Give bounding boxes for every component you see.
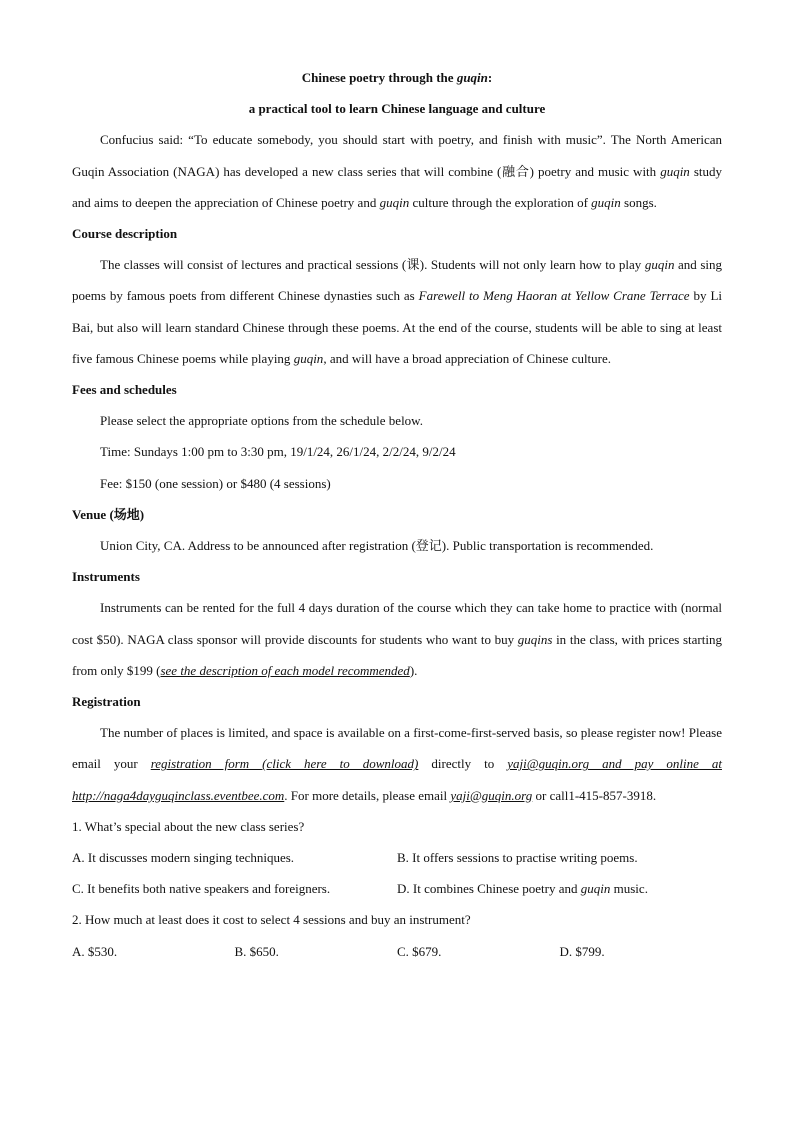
q1-option-c: C. It benefits both native speakers and foreigners. (72, 881, 331, 897)
question-1-options-row-1 (72, 842, 722, 873)
q2-option-c: C. $679. (397, 943, 442, 959)
q1-option-d: D. It combines Chinese poetry and guqin music. (397, 881, 648, 897)
q1-option-b: B. It offers sessions to practise writing poems. (397, 850, 638, 866)
instruments-paragraph: Instruments can be rented for the full 4 days duration of the course which they can take home to practice with (normal cost $50). NAGA class sponsor will provide discounts for students who want to buy guqins in the class, with prices starting from only $199 (see the description of each model recommended). (72, 600, 722, 678)
fees-time-line: Time: Sundays 1:00 pm to 3:30 pm, 19/1/24, 26/1/24, 2/2/24, 9/2/24 (100, 444, 456, 460)
title-line-1: Chinese poetry through the guqin: (301, 70, 493, 85)
q1-option-a: A. It discusses modern singing techniques. (72, 850, 295, 866)
model-description-link[interactable]: see the description of each model recommended (160, 662, 410, 678)
registration-paragraph: The number of places is limited, and space is available on a first-come-first-served basis, so please register now! Please email your registration form (click here to download) directly to yaji@guqin.org and pay online at http://naga4dayguqinclass.eventbee.com. For more details, please email yaji@guqin.org or call1-415-857-3918. (72, 725, 722, 803)
intro-paragraph: Confucius said: “To educate somebody, you should start with poetry, and finish with music”. The North American Guqin Association (NAGA) has developed a new class series that will combine (融合) poetry and music with guqin study and aims to deepen the appreciation of Chinese poetry and guqin culture through the exploration of guqin songs. (72, 132, 722, 210)
q2-option-b: B. $650. (234, 943, 279, 959)
q2-option-d: D. $799. (559, 943, 605, 959)
course-description-paragraph: The classes will consist of lectures and practical sessions (课). Students will not only learn how to play guqin and sing poems by famous poets from different Chinese dynasties such as Farewell to Meng Haoran at Yellow Crane Terrace by Li Bai, but also will learn standard Chinese through these poems. At the end of the course, students will be able to sing at least five famous Chinese poems while playing guqin, and will have a broad appreciation of Chinese culture. (72, 257, 722, 366)
question-1-options-row-2 (72, 873, 722, 904)
instruments-heading: Instruments (72, 569, 140, 585)
registration-heading: Registration (72, 694, 141, 710)
question-2: 2. How much at least does it cost to select 4 sessions and buy an instrument? (72, 912, 471, 928)
registration-form-link[interactable]: registration form (click here to download) (150, 756, 419, 772)
question-2-options (72, 936, 722, 967)
document-page (72, 62, 722, 967)
fees-select-line: Please select the appropriate options from the schedule below. (100, 413, 423, 429)
question-1: 1. What’s special about the new class series? (72, 818, 305, 834)
course-description-heading: Course description (72, 226, 178, 242)
venue-heading: Venue (场地) (72, 506, 145, 522)
fees-heading: Fees and schedules (72, 382, 177, 398)
fees-fee-line: Fee: $150 (one session) or $480 (4 sessions) (100, 475, 331, 491)
email-pay-online-link[interactable]: yaji@guqin.org and pay online at http://naga4dayguqinclass.eventbee.com (72, 756, 722, 803)
email-link[interactable]: yaji@guqin.org (450, 787, 533, 803)
venue-text: Union City, CA. Address to be announced after registration (登记). Public transportation is recommended. (100, 538, 654, 554)
title-line-2: a practical tool to learn Chinese language and culture (248, 101, 546, 117)
q2-option-a: A. $530. (72, 943, 118, 959)
